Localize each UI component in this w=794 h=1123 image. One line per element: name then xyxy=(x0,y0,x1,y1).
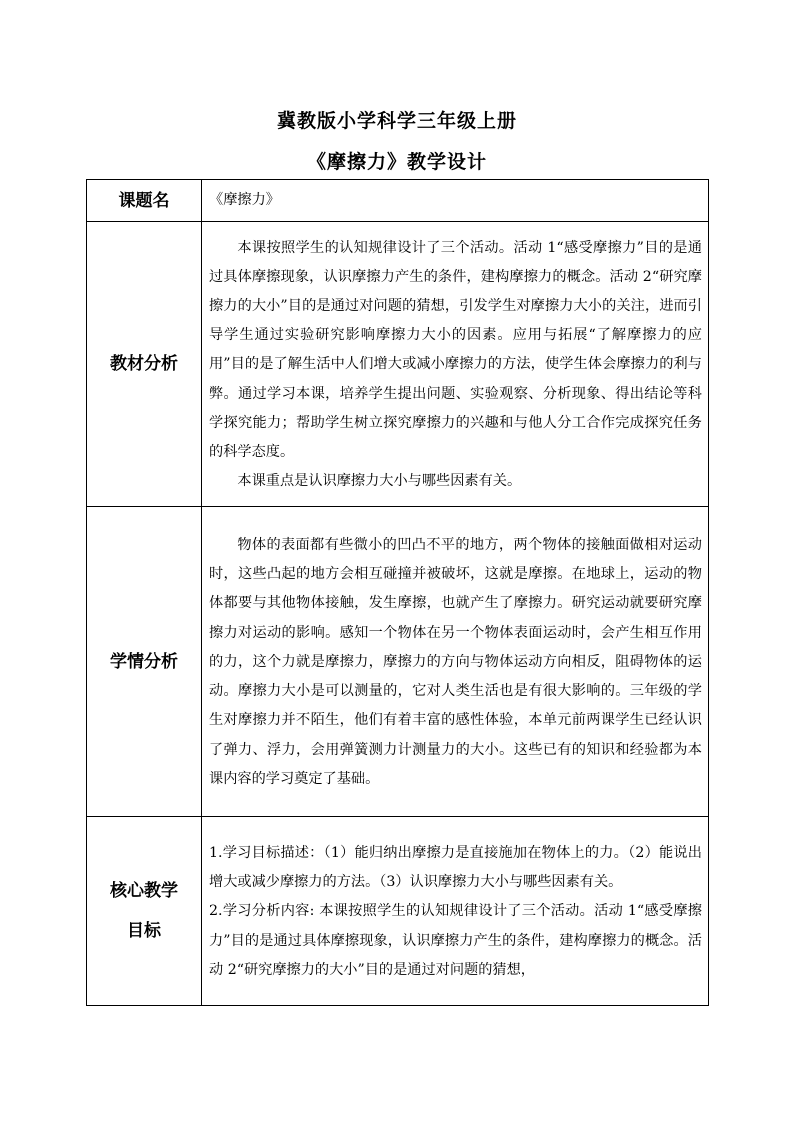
material-analysis-content xyxy=(202,222,709,507)
topic-label-cell xyxy=(87,180,202,222)
core-goals-item-1: 1.学习目标描述：（1）能归纳出摩擦力是直接施加在物体上的力。（2）能说出增大或减少摩擦力的方法。（3）认识摩擦力大小与哪些因素有关。 xyxy=(209,844,702,891)
learner-analysis-content xyxy=(202,507,709,817)
topic-value: 《摩擦力》 xyxy=(209,191,280,208)
core-goals-label-line2: 目标 xyxy=(127,921,161,941)
material-analysis-key-point: 本课重点是认识摩擦力大小与哪些因素有关。 xyxy=(237,473,522,490)
table-row-topic xyxy=(87,180,709,222)
material-analysis-label: 教材分析 xyxy=(110,354,178,374)
core-goals-label-line1: 核心教学 xyxy=(110,881,178,901)
topic-label: 课题名 xyxy=(118,190,170,211)
learner-analysis-paragraph: 物体的表面都有些微小的凹凸不平的地方，两个物体的接触面做相对运动时，这些凸起的地方会相互碰撞并被破坏，这就是摩擦。在地球上，运动的物体都要与其他物体接触，发生摩擦，也就产生了摩擦力。研究运动就要研究摩擦力对运动的影响。感知一个物体在另一个物体表面运动时，会产生相互作用的力，这个力就是摩擦力，摩擦力的方向与物体运动方向相反，阻碍物体的运动。摩擦力大小是可以测量的，它对人类生活也是有很大影响的。三年级的学生对摩擦力并不陌生，他们有着丰富的感性体验，本单元前两课学生已经认识了弹力、浮力，会用弹簧测力计测量力的大小。这些已有的知识和经验都为本课内容的学习奠定了基础。 xyxy=(209,537,702,787)
table-row-material-analysis xyxy=(87,222,709,507)
material-analysis-label-cell xyxy=(87,222,202,507)
core-goals-label-cell xyxy=(87,817,202,1006)
learner-analysis-label-cell xyxy=(87,507,202,817)
core-goals-content xyxy=(202,817,709,1006)
document-title: 冀教版小学科学三年级上册 xyxy=(276,110,517,132)
learner-analysis-label: 学情分析 xyxy=(110,651,178,672)
topic-value-cell xyxy=(202,180,709,222)
document-subtitle: 《摩擦力》教学设计 xyxy=(306,151,487,173)
table-row-learner-analysis xyxy=(87,507,709,817)
table-row-core-goals xyxy=(87,817,709,1006)
core-goals-item-2: 2.学习分析内容: 本课按照学生的认知规律设计了三个活动。活动 1“感受摩擦力”目的是通过具体摩擦现象，认识摩擦力产生的条件，建构摩擦力的概念。活动 2“研究摩擦力的大小”目的是通过对问题的猜想， xyxy=(209,903,702,978)
lesson-plan-table xyxy=(86,179,709,1006)
material-analysis-paragraph: 本课按照学生的认知规律设计了三个活动。活动 1“感受摩擦力”目的是通过具体摩擦现象，认识摩擦力产生的条件，建构摩擦力的概念。活动 2“研究摩擦力的大小”目的是通过对问题的猜想，引发学生对摩擦力大小的关注，进而引导学生通过实验研究影响摩擦力大小的因素。应用与拓展“了解摩擦力的应用”目的是了解生活中人们增大或减小摩擦力的方法，使学生体会摩擦力的利与弊。通过学习本课，培养学生提出问题、实验观察、分析现象、得出结论等科学探究能力；帮助学生树立探究摩擦力的兴趣和与他人分工合作完成探究任务的科学态度。 xyxy=(209,239,702,460)
